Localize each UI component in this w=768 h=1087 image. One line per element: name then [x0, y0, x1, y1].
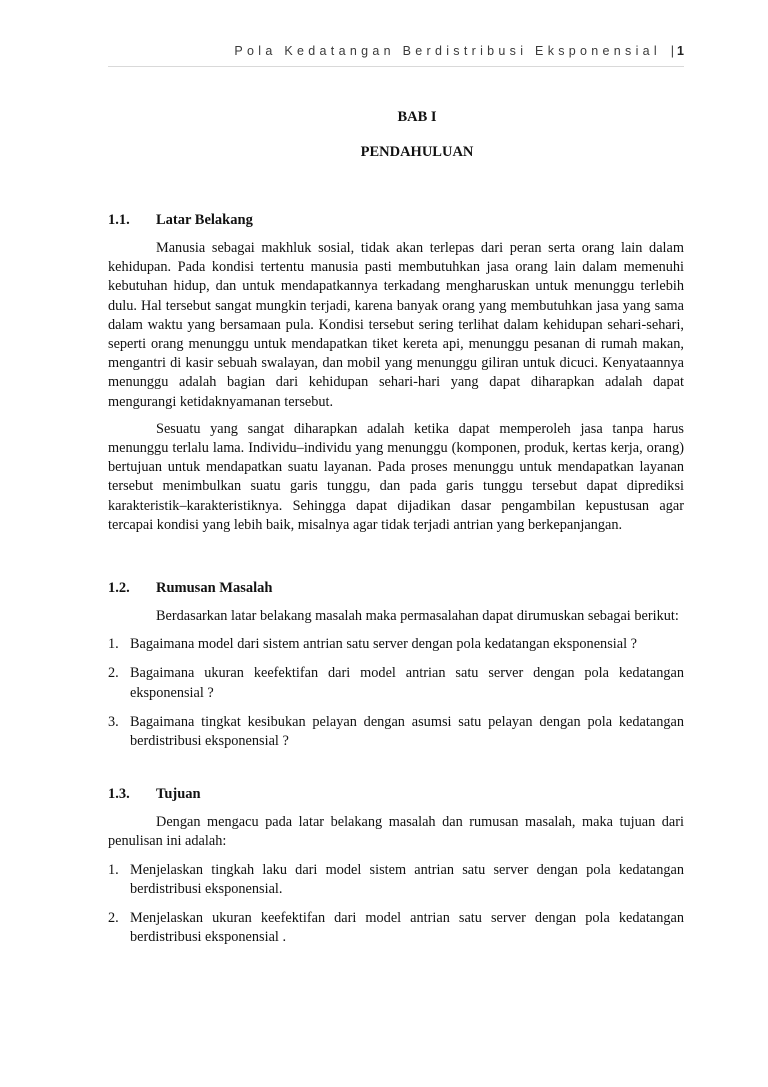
list-item [108, 635, 684, 654]
objective-list [108, 861, 684, 948]
list-text: Bagaimana ukuran keefektifan dari model antrian satu server dengan pola kedatangan eksponensial ? [130, 665, 684, 701]
problem-list [108, 635, 684, 751]
list-text: Menjelaskan ukuran keefektifan dari model antrian satu server dengan pola kedatangan berdistribusi eksponensial . [130, 910, 684, 946]
list-number: 1. [108, 636, 119, 653]
list-item [108, 909, 684, 947]
list-item [108, 713, 684, 751]
list-number: 2. [108, 665, 119, 682]
section-heading-rumusan-masalah [108, 579, 684, 597]
header-rule [108, 66, 684, 67]
running-header [108, 44, 684, 58]
chapter-title: PENDAHULUAN [360, 144, 474, 160]
running-title: Pola Kedatangan Berdistribusi Eksponensial [234, 44, 662, 58]
list-number: 2. [108, 910, 119, 927]
section-heading-latar-belakang [108, 211, 684, 229]
section-title: Rumusan Masalah [156, 580, 273, 597]
section-title: Latar Belakang [156, 212, 253, 228]
list-text: Bagaimana model dari sistem antrian satu server dengan pola kedatangan eksponensial ? [130, 636, 637, 653]
page-number: 1 [677, 44, 684, 58]
section-number: 1.3. [108, 786, 130, 803]
list-text: Bagaimana tingkat kesibukan pelayan dengan asumsi satu pelayan dengan pola kedatangan berdistribusi eksponensial ? [130, 713, 684, 750]
paragraph: Manusia sebagai makhluk sosial, tidak akan terlepas dari peran serta orang lain dalam kehidupan. Pada kondisi tertentu manusia pasti membutuhkan jasa orang lain dalam memenuhi kebutuhan hidup, dan untuk mendapatkannya terkadang mengharuskan untuk menunggu terlebih dulu. Hal tersebut sangat mungkin terjadi, karena banyak orang yang membutuhkan jasa yang sama dalam waktu yang bersamaan pula. Kondisi tersebut sering terlihat dalam kehidupan sehari-sehari, seperti orang menunggu untuk mendapatkan tiket kereta api, menunggu pesanan di rumah makan, mengantri di kasir sebuah swalayan, dan mobil yang menunggu giliran untuk dicuci. Kenyataannya menunggu adalah bagian dari kehidupan sehari-hari yang dapat diharapkan adalah dapat mengurangi ketidaknyamanan tersebut. [108, 240, 684, 410]
paragraph: Sesuatu yang sangat diharapkan adalah ketika dapat memperoleh jasa tanpa harus menunggu terlalu lama. Individu–individu yang menunggu (komponen, produk, kertas kerja, orang) bertujuan untuk mendapatkan suatu layanan. Pada proses menunggu untuk mendapatkan layanan tersebut menimbulkan suatu garis tunggu, dan pada garis tunggu tersebut dapat diprediksi karakteristik–karakteristiknya. Sehingga dapat dijadikan dasar pengambilan kepustusan agar tercapai kondisi yang lebih baik, misalnya agar tidak terjadi antrian yang berkepanjangan. [108, 420, 684, 533]
list-number: 3. [108, 713, 119, 730]
section-title: Tujuan [156, 786, 201, 803]
paragraph: Dengan mengacu pada latar belakang masalah dan rumusan masalah, maka tujuan dari penulisan ini adalah: [108, 814, 684, 850]
section-heading-tujuan [108, 785, 684, 803]
list-item [108, 861, 684, 899]
section-number: 1.2. [108, 580, 130, 597]
paragraph: Berdasarkan latar belakang masalah maka permasalahan dapat dirumuskan sebagai berikut: [156, 608, 679, 625]
list-number: 1. [108, 861, 119, 878]
list-item [108, 664, 684, 702]
header-separator: | [670, 44, 675, 58]
list-text: Menjelaskan tingkah laku dari model sistem antrian satu server dengan pola kedatangan berdistribusi eksponensial. [130, 861, 684, 897]
chapter-number: BAB I [397, 109, 437, 125]
page-content [108, 108, 684, 957]
section-number: 1.1. [108, 212, 130, 228]
